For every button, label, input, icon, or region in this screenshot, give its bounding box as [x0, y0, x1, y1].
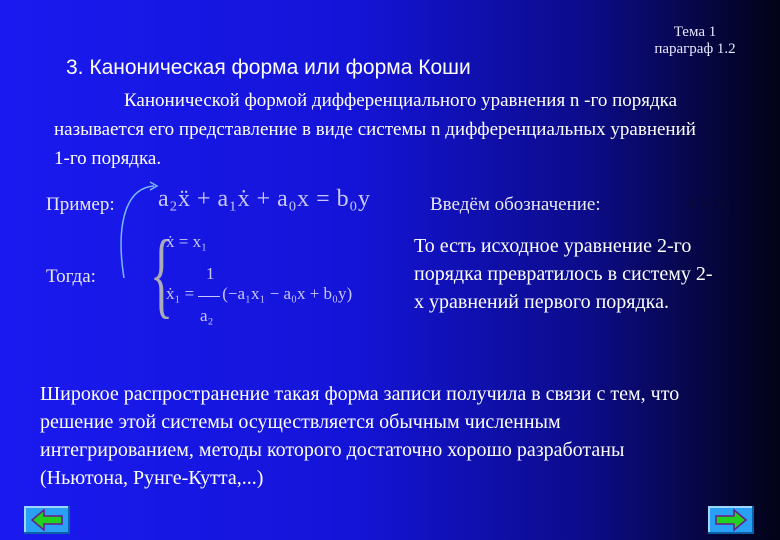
brace-icon: {: [150, 220, 174, 327]
fraction-denominator: a₂: [200, 306, 214, 325]
system-row-1: ẋ = x₁: [166, 232, 208, 251]
section-title: 3. Каноническая форма или форма Коши: [66, 56, 471, 79]
then-label: Тогда:: [46, 266, 96, 287]
left-arrow-icon: [24, 506, 70, 534]
fraction-line: [198, 296, 220, 297]
topic-line-1: Тема 1: [673, 24, 717, 40]
right-arrow-icon: [708, 506, 754, 534]
fraction-numerator: 1: [206, 264, 215, 283]
notation-formula: ẋ = x₁: [688, 192, 732, 212]
equation-system: [150, 220, 400, 334]
system-row-2: [166, 284, 352, 304]
example-equation: a₂ẍ + a₁ẋ + a₀x = b₀y: [158, 186, 371, 212]
example-label: Пример:: [46, 194, 115, 215]
intro-text: Канонической формой дифференциального уравнения n -го порядка называется его представление в виде системы n дифференциальных уравнений 1-го порядка.: [54, 90, 696, 169]
system-row-2-lhs: ẋ₁ =: [166, 284, 195, 303]
topic-label: [620, 24, 770, 58]
summary-text: То есть исходное уравнение 2-го порядка превратилось в систему 2-х уравнений первого порядка.: [414, 235, 713, 313]
prev-button[interactable]: [24, 506, 70, 534]
topic-line-2: параграф 1.2: [654, 41, 736, 57]
footer-paragraph: Широкое распространение такая форма записи получила в связи с тем, что решение этой системы осуществляется обычным численным интегрированием, методы которого достаточно хорошо разработаны (Ньютона, Рунге-Кутта,...): [40, 383, 680, 489]
next-button[interactable]: [708, 506, 754, 534]
intro-paragraph: [54, 86, 704, 173]
notation-label: Введём обозначение:: [430, 194, 601, 215]
system-row-2-rhs: (−a₁x₁ − a₀x + b₀y): [222, 284, 353, 303]
